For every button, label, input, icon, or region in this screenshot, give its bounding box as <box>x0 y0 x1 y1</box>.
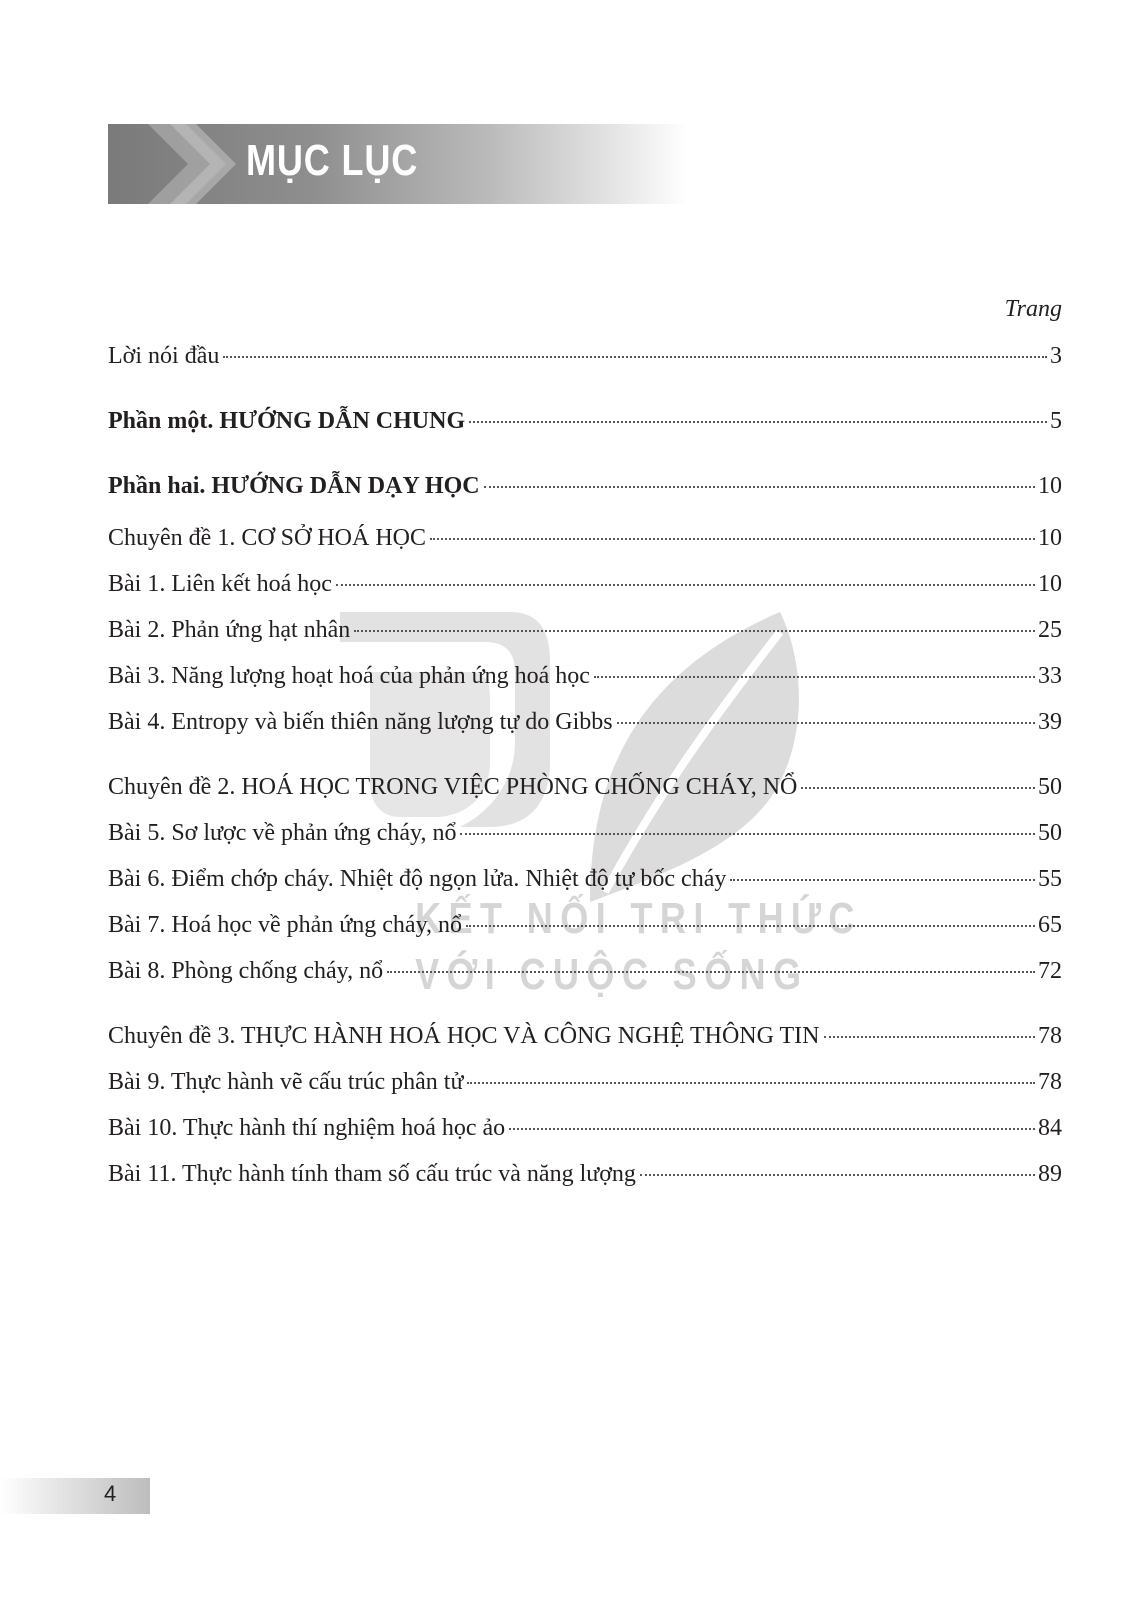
page-column-label: Trang <box>1004 296 1062 322</box>
watermark-line-1: KẾT NỐI TRI THỨC <box>415 894 862 943</box>
toc-entry-page: 25 <box>1038 617 1062 643</box>
page-number-tab <box>0 1478 150 1514</box>
toc-entry-label: Bài 8. Phòng chống cháy, nổ <box>108 958 384 984</box>
toc-entry-page: 33 <box>1038 663 1062 689</box>
toc-entry-page: 89 <box>1038 1161 1062 1187</box>
dot-leader <box>730 879 1035 881</box>
page-number: 4 <box>104 1481 117 1506</box>
toc-entry-label: Bài 6. Điểm chớp cháy. Nhiệt độ ngọn lửa. Nhiệt độ tự bốc cháy <box>108 866 727 892</box>
toc-entry[interactable] <box>108 408 1062 435</box>
toc-entry-label: Bài 4. Entropy và biến thiên năng lượng tự do Gibbs <box>108 709 613 735</box>
toc-entry[interactable] <box>108 1115 1062 1142</box>
toc-entry-label: Bài 11. Thực hành tính tham số cấu trúc và năng lượng <box>108 1161 636 1187</box>
toc-entry[interactable] <box>108 617 1062 644</box>
toc-entry-label: Lời nói đầu <box>108 343 220 369</box>
dot-leader <box>824 1036 1036 1038</box>
toc-entry[interactable] <box>108 1161 1062 1188</box>
toc-entry-label: Bài 9. Thực hành vẽ cấu trúc phân tử <box>108 1069 464 1095</box>
dot-leader <box>466 925 1035 927</box>
dot-leader <box>594 676 1035 678</box>
toc-entry[interactable] <box>108 525 1062 552</box>
page-title: MỤC LỤC <box>246 136 419 185</box>
toc-entry-label: Chuyên đề 1. CƠ SỞ HOÁ HỌC <box>108 525 426 551</box>
toc-entry-page: 39 <box>1038 709 1062 735</box>
toc-entry-page: 50 <box>1038 774 1062 800</box>
toc-entry-page: 55 <box>1038 866 1062 892</box>
toc-entry-label: Phần hai. HƯỚNG DẪN DẠY HỌC <box>108 473 480 499</box>
dot-leader <box>640 1174 1035 1176</box>
toc-entry[interactable] <box>108 866 1062 893</box>
chevron-arrow-icon <box>148 124 238 204</box>
toc-entry[interactable] <box>108 774 1062 801</box>
toc-entry[interactable] <box>108 709 1062 736</box>
header-banner <box>108 124 688 204</box>
toc-entry-page: 10 <box>1038 473 1062 499</box>
toc-entry[interactable] <box>108 571 1062 598</box>
toc-entry-page: 84 <box>1038 1115 1062 1141</box>
dot-leader <box>387 971 1035 973</box>
dot-leader <box>430 538 1035 540</box>
toc-entry-page: 3 <box>1050 343 1062 369</box>
toc-entry[interactable] <box>108 912 1062 939</box>
toc-entry-label: Chuyên đề 2. HOÁ HỌC TRONG VIỆC PHÒNG CHỐNG CHÁY, NỔ <box>108 774 798 800</box>
toc-entry-page: 78 <box>1038 1069 1062 1095</box>
toc-entry-label: Bài 1. Liên kết hoá học <box>108 571 332 597</box>
toc-entry[interactable] <box>108 663 1062 690</box>
toc-entry[interactable] <box>108 820 1062 847</box>
dot-leader <box>223 356 1047 358</box>
toc-entry[interactable] <box>108 473 1062 500</box>
dot-leader <box>460 833 1035 835</box>
toc-entry-page: 10 <box>1038 571 1062 597</box>
dot-leader <box>467 1082 1035 1084</box>
dot-leader <box>354 630 1035 632</box>
toc-entry-label: Phần một. HƯỚNG DẪN CHUNG <box>108 408 466 434</box>
toc-entry-label: Bài 5. Sơ lược về phản ứng cháy, nổ <box>108 820 457 846</box>
toc-entry[interactable] <box>108 958 1062 985</box>
toc-entry-page: 50 <box>1038 820 1062 846</box>
toc-entry-page: 65 <box>1038 912 1062 938</box>
toc-entry-label: Bài 3. Năng lượng hoạt hoá của phản ứng hoá học <box>108 663 590 689</box>
toc-entry-label: Bài 7. Hoá học về phản ứng cháy, nổ <box>108 912 463 938</box>
toc-entry-label: Chuyên đề 3. THỰC HÀNH HOÁ HỌC VÀ CÔNG NGHỆ THÔNG TIN <box>108 1023 820 1049</box>
dot-leader <box>801 787 1035 789</box>
toc-entry[interactable] <box>108 1023 1062 1050</box>
watermark-line-2: VỚI CUỘC SỐNG <box>415 950 809 999</box>
toc-entry-page: 10 <box>1038 525 1062 551</box>
dot-leader <box>484 486 1035 488</box>
toc-entry[interactable] <box>108 343 1062 370</box>
dot-leader <box>509 1128 1035 1130</box>
dot-leader <box>617 722 1035 724</box>
dot-leader <box>469 421 1047 423</box>
toc-entry-page: 5 <box>1050 408 1062 434</box>
toc-entry-label: Bài 10. Thực hành thí nghiệm hoá học ảo <box>108 1115 506 1141</box>
toc-entry-page: 72 <box>1038 958 1062 984</box>
toc-entry-page: 78 <box>1038 1023 1062 1049</box>
toc-entry[interactable] <box>108 1069 1062 1096</box>
toc-entry-label: Bài 2. Phản ứng hạt nhân <box>108 617 351 643</box>
dot-leader <box>336 584 1035 586</box>
